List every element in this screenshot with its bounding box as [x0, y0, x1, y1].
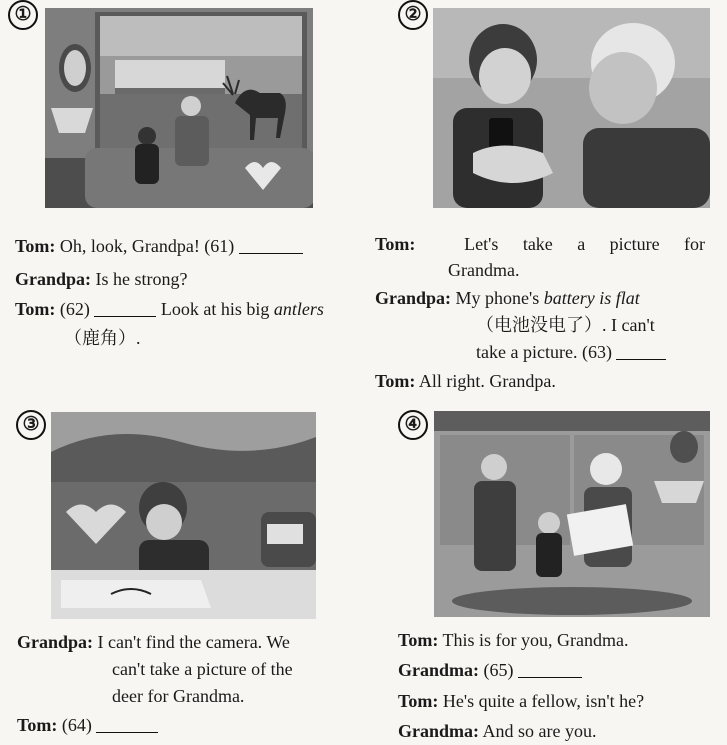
speaker-label: Grandma: [398, 660, 479, 680]
line-text: （电池没电了）. I can't [476, 315, 655, 335]
dialogue-line [398, 718, 597, 744]
line-text: can't take a picture of the [112, 659, 293, 679]
speaker-label: Tom: [375, 371, 416, 391]
speaker-label: Grandpa: [17, 632, 94, 652]
speaker-label: Tom: [398, 630, 439, 650]
speaker-label: Grandpa: [15, 269, 92, 289]
answer-blank-61[interactable] [239, 252, 303, 254]
panel-number-2: ② [398, 0, 428, 30]
dialogue-line [17, 629, 290, 655]
line-text: I can't find the camera. We [97, 632, 290, 652]
dialogue-line [375, 231, 705, 257]
answer-blank-65[interactable] [518, 676, 582, 678]
dialogue-line [17, 712, 158, 738]
line-text: My phone's [455, 288, 540, 308]
line-text: （鹿角）. [64, 328, 141, 348]
line-text: Is he strong? [95, 269, 188, 289]
line-text: All right. Grandpa. [418, 371, 556, 391]
dialogue-line [398, 627, 629, 653]
line-text: And so are you. [482, 721, 597, 741]
answer-blank-62[interactable] [94, 315, 156, 317]
dialogue-line [476, 339, 666, 365]
illustration-living-room-window-deer [45, 8, 313, 208]
illustration-boy-drawing-at-table [51, 412, 316, 619]
dialogue-line [64, 325, 141, 351]
line-text: take a picture. (63) [476, 342, 612, 362]
line-text: Oh, look, Grandpa! (61) [59, 236, 235, 256]
panel-number-1: ① [8, 0, 38, 30]
line-text: (64) [61, 715, 92, 735]
speaker-label: Tom: [15, 299, 56, 319]
speaker-label: Tom: [398, 691, 439, 711]
dialogue-line [476, 312, 655, 338]
italic-term: antlers [273, 299, 324, 319]
speaker-label: Tom: [17, 715, 58, 735]
illustration-family-gift-picture [434, 411, 710, 617]
dialogue-line [398, 688, 644, 714]
dialogue-line [112, 656, 293, 682]
illustration-boy-and-grandpa-phone [433, 8, 710, 208]
dialogue-line [15, 233, 303, 259]
dialogue-line [112, 683, 244, 709]
line-text: Grandma. [448, 260, 520, 280]
line-text: (62) [59, 299, 90, 319]
line-text: (65) [483, 660, 514, 680]
dialogue-line [398, 657, 582, 683]
speaker-label: Tom: [15, 236, 56, 256]
dialogue-line [375, 285, 640, 311]
speaker-label: Tom: [375, 234, 416, 254]
line-text: Look at his big [160, 299, 270, 319]
panel-number-4: ④ [398, 410, 428, 440]
speaker-label: Grandma: [398, 721, 479, 741]
speaker-label: Grandpa: [375, 288, 452, 308]
dialogue-line [15, 266, 188, 292]
line-text: He's quite a fellow, isn't he? [442, 691, 645, 711]
dialogue-line [15, 296, 324, 322]
line-text: This is for you, Grandma. [442, 630, 629, 650]
panel-number-3: ③ [16, 410, 46, 440]
dialogue-line [448, 257, 519, 283]
italic-term: battery is flat [543, 288, 640, 308]
line-text: deer for Grandma. [112, 686, 245, 706]
dialogue-line [375, 368, 556, 394]
answer-blank-64[interactable] [96, 731, 158, 733]
answer-blank-63[interactable] [616, 358, 666, 360]
line-text: Let's take a picture for [464, 234, 705, 254]
